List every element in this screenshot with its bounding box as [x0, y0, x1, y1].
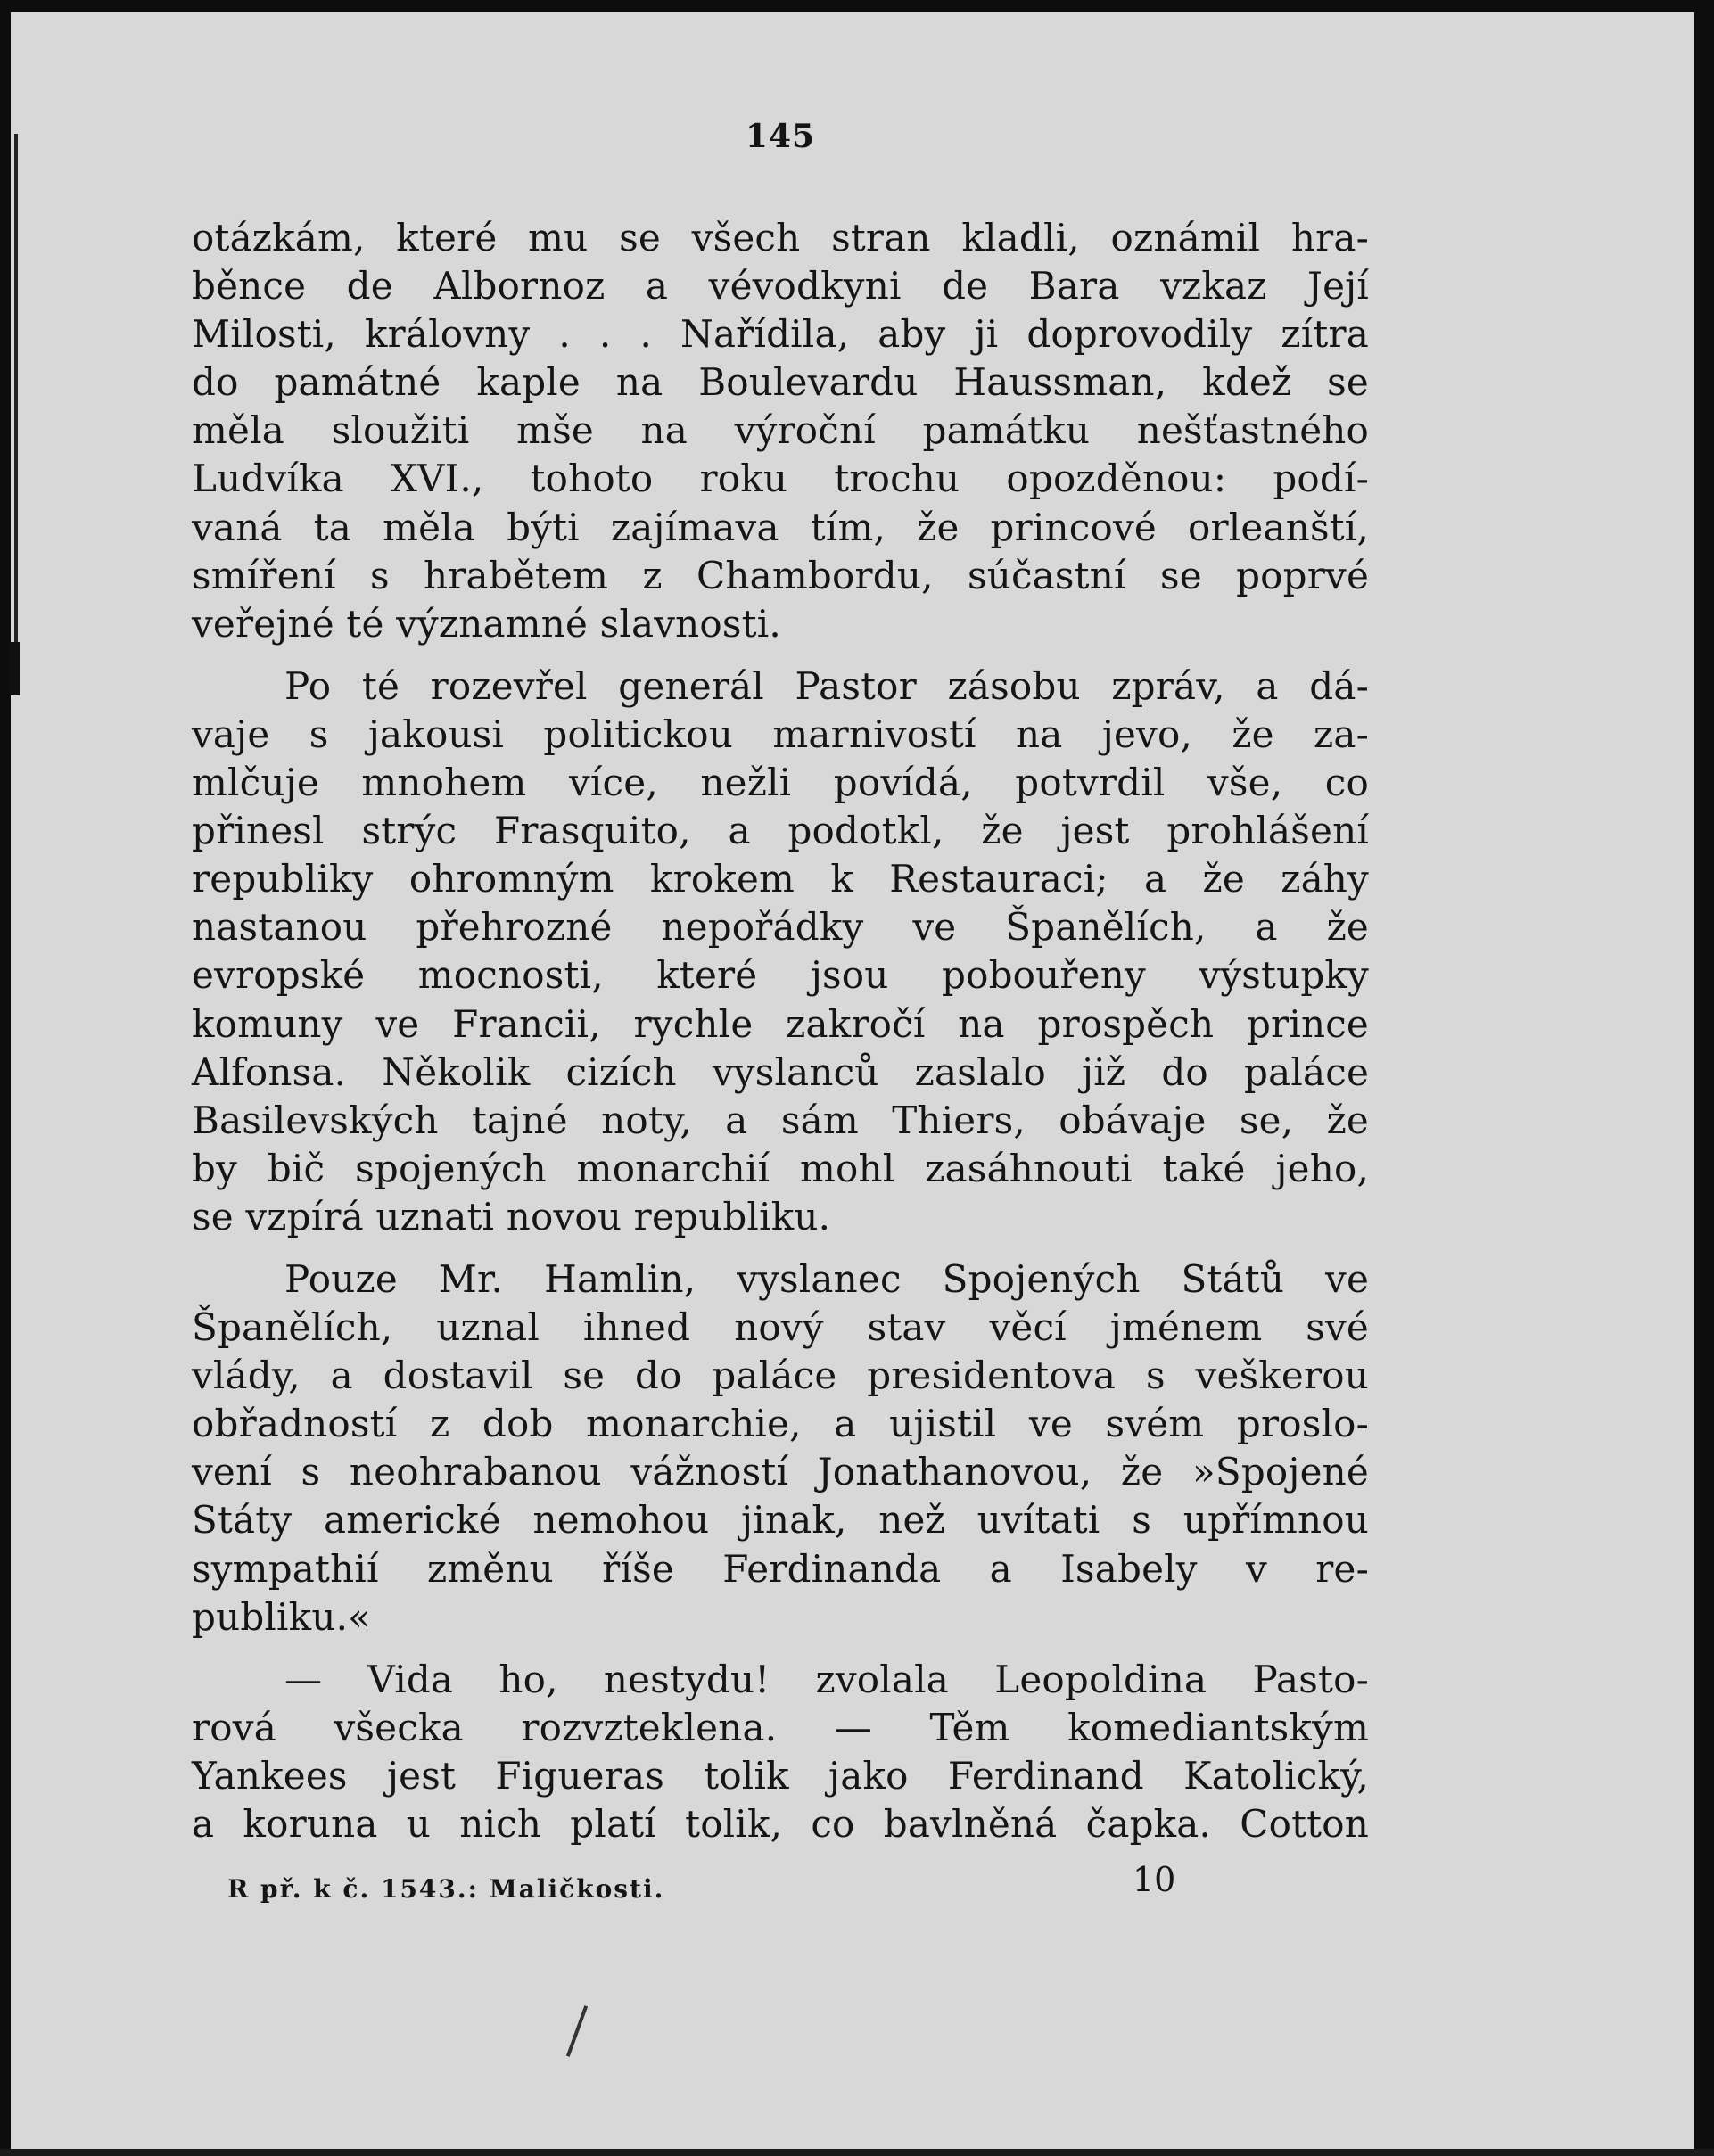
text-line: Pouze Mr. Hamlin, vyslanec Spojených Států ve — [284, 1256, 1369, 1301]
scan-border-top — [0, 0, 1714, 12]
pen-mark — [566, 2005, 588, 2057]
text-line: vaje s jakousi politickou marnivostí na jevo, že za- — [192, 712, 1369, 756]
text-line: přinesl strýc Frasquito, a podotkl, že jest prohlášení — [192, 809, 1369, 853]
text-line: Alfonsa. Několik cizích vyslanců zaslalo již do paláce — [192, 1049, 1369, 1094]
binding-mark — [9, 642, 20, 695]
text-line: — Vida ho, nestydu! zvolala Leopoldina Pasto- — [284, 1657, 1369, 1701]
scan-border-left — [0, 0, 11, 2156]
text-line: Ludvíka XVI., tohoto roku trochu opozděnou: podí- — [192, 457, 1369, 501]
text-line: Státy americké nemohou jinak, než uvítati s upřímnou — [192, 1498, 1369, 1543]
scan-border-bottom — [0, 2149, 1714, 2156]
text-line: vlády, a dostavil se do paláce presidentova s veškerou — [192, 1354, 1369, 1398]
text-line: vení s neohrabanou vážností Jonathanovou, že »Spojené — [192, 1450, 1369, 1494]
text-line: veřejné té významné slavnosti. — [192, 601, 781, 646]
body-text — [192, 214, 1369, 1848]
text-line: Basilevských tajné noty, a sám Thiers, obávaje se, že — [192, 1098, 1369, 1142]
text-line: a koruna u nich platí tolik, co bavlněná čapka. Cotton — [192, 1802, 1369, 1846]
sheet-number: 10 — [1133, 1860, 1176, 1899]
text-line: otázkám, které mu se všech stran kladli, oznámil hra- — [192, 216, 1369, 259]
text-line: Yankees jest Figueras tolik jako Ferdinand Katolický, — [192, 1753, 1369, 1798]
printer-signature: R př. k č. 1543.: Maličkosti. — [227, 1874, 665, 1904]
text-line: měla sloužiti mše na výroční památku nešťastného — [192, 408, 1369, 453]
text-line: Po té rozevřel generál Pastor zásobu zpráv, a dá- — [284, 663, 1369, 708]
paragraph — [192, 662, 1369, 1241]
text-line: rová všecka rozvzteklena. — Těm komediantským — [192, 1705, 1369, 1749]
text-line: Milosti, královny . . . Nařídila, aby ji doprovodily zítra — [192, 312, 1369, 357]
paragraph — [192, 1255, 1369, 1642]
text-line: do památné kaple na Boulevardu Haussman, kdež se — [192, 360, 1369, 405]
text-line: evropské mocnosti, které jsou pobouřeny výstupky — [192, 953, 1369, 998]
text-line: republiky ohromným krokem k Restauraci; a že záhy — [192, 857, 1369, 901]
binding-shadow — [14, 134, 18, 669]
text-line: by bič spojených monarchií mohl zasáhnouti také jeho, — [192, 1146, 1369, 1190]
page-number: 145 — [745, 118, 816, 155]
text-line: sympathií změnu říše Ferdinanda a Isabely v re- — [192, 1546, 1369, 1591]
text-line: obřadností z dob monarchie, a ujistil ve svém proslo- — [192, 1402, 1369, 1446]
text-line: komuny ve Francii, rychle zakročí na prospěch prince — [192, 1001, 1369, 1046]
paragraph — [192, 1656, 1369, 1848]
scan-border-right — [1694, 0, 1714, 2156]
text-line: smíření s hrabětem z Chambordu, súčastní se poprvé — [192, 553, 1369, 597]
paragraph — [192, 214, 1369, 648]
page-footer — [192, 1860, 1369, 1913]
text-line: běnce de Albornoz a vévodkyni de Bara vzkaz Její — [192, 264, 1369, 309]
text-line: nastanou přehrozné nepořádky ve Španělích, a že — [192, 905, 1369, 950]
text-line: mlčuje mnohem více, nežli povídá, potvrdil vše, co — [192, 761, 1369, 805]
text-line: vaná ta měla býti zajímava tím, že princové orleanští, — [192, 505, 1369, 549]
text-line: Španělích, uznal ihned nový stav věcí jménem své — [192, 1305, 1369, 1350]
text-line: se vzpírá uznati novou republiku. — [192, 1194, 831, 1238]
text-line: publiku.« — [192, 1594, 372, 1639]
